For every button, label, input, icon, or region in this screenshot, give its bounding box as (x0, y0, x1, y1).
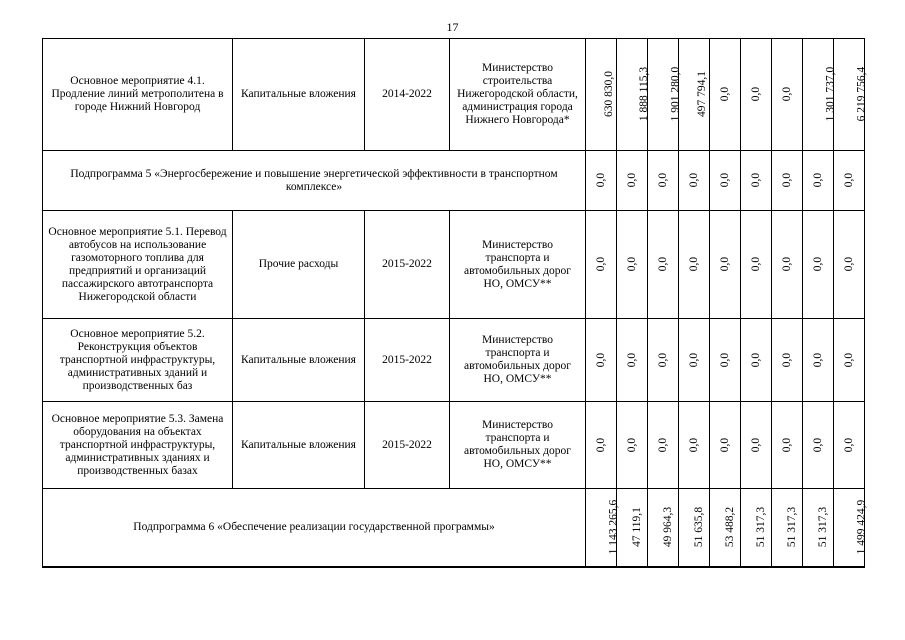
expense-type: Капитальные вложения (233, 319, 365, 402)
table-row (43, 39, 865, 151)
value: 0,0 (750, 437, 762, 452)
value-cell (586, 211, 617, 319)
value-cell (586, 402, 617, 489)
executor: Министерство транспорта и автомобильных дорог НО, ОМСУ** (450, 319, 586, 402)
value-cell (648, 319, 679, 402)
value: 0,0 (657, 172, 669, 188)
value-cell (834, 151, 865, 211)
value-cell (710, 319, 741, 402)
activity-title: Основное мероприятие 5.1. Перевод автобусов на использование газомоторного топлива для предприятий и организаций пассажирского автотранспорта Нижегородской области (43, 211, 233, 319)
value-cell (772, 489, 803, 567)
value-cell (741, 211, 772, 319)
value-cell (617, 402, 648, 489)
value: 497 794,1 (696, 71, 708, 117)
table-row (43, 489, 865, 567)
value-cell (617, 151, 648, 211)
value-cell (741, 319, 772, 402)
value: 0,0 (812, 172, 824, 188)
value: 0,0 (843, 352, 855, 367)
value: 0,0 (626, 437, 638, 452)
period: 2015-2022 (365, 319, 450, 402)
value-cell (803, 151, 834, 211)
value-cell (648, 211, 679, 319)
value-cell (617, 319, 648, 402)
expense-type: Прочие расходы (233, 211, 365, 319)
period: 2015-2022 (365, 402, 450, 489)
value-cell (803, 211, 834, 319)
expense-type: Капитальные вложения (233, 39, 365, 151)
value-cell (586, 39, 617, 151)
value-cell (803, 402, 834, 489)
value: 1 301 737,0 (824, 66, 837, 122)
value-cell (710, 211, 741, 319)
table-row (43, 151, 865, 211)
value: 1 901 280,0 (669, 66, 682, 122)
value: 0,0 (719, 352, 731, 367)
value-cell (710, 151, 741, 211)
value: 0,0 (781, 86, 793, 102)
value: 0,0 (812, 352, 824, 367)
value-cell (679, 402, 710, 489)
value-cell (772, 151, 803, 211)
value: 0,0 (688, 437, 700, 452)
value-cell (741, 489, 772, 567)
value: 0,0 (843, 437, 855, 452)
subprogram-heading: Подпрограмма 6 «Обеспечение реализации государственной программы» (43, 489, 586, 567)
value-cell (741, 39, 772, 151)
value: 0,0 (688, 352, 700, 367)
value: 0,0 (688, 256, 700, 272)
period: 2015-2022 (365, 211, 450, 319)
value: 0,0 (781, 256, 793, 272)
value-cell (679, 39, 710, 151)
value: 0,0 (595, 352, 607, 367)
value: 0,0 (843, 256, 855, 272)
value-cell (772, 39, 803, 151)
value-cell (772, 211, 803, 319)
value-cell (679, 319, 710, 402)
activity-title: Основное мероприятие 4.1. Продление линий метрополитена в городе Нижний Новгород (43, 39, 233, 151)
value: 0,0 (719, 172, 731, 188)
budget-table (42, 38, 868, 568)
value-cell (772, 402, 803, 489)
value-cell (803, 319, 834, 402)
value-cell (741, 151, 772, 211)
value-cell (617, 39, 651, 151)
value-cell (772, 319, 803, 402)
value: 0,0 (781, 352, 793, 367)
value-cell (648, 489, 679, 567)
value: 0,0 (781, 172, 793, 188)
page-number: 17 (446, 20, 459, 34)
value: 0,0 (719, 256, 731, 272)
value: 0,0 (657, 352, 669, 367)
value: 0,0 (688, 172, 700, 188)
value: 630 830,0 (603, 71, 615, 117)
value-cell (586, 319, 617, 402)
value: 0,0 (595, 172, 607, 188)
table-row (43, 319, 865, 402)
executor: Министерство транспорта и автомобильных дорог НО, ОМСУ** (450, 402, 586, 489)
value: 6 219 756,4 (855, 66, 868, 122)
value: 51 635,8 (693, 506, 706, 547)
value-cell (834, 39, 868, 151)
executor: Министерство транспорта и автомобильных дорог НО, ОМСУ** (450, 211, 586, 319)
value-cell (586, 489, 620, 567)
value-cell (617, 489, 648, 567)
value-cell (741, 402, 772, 489)
value: 0,0 (843, 172, 855, 188)
value-cell (834, 211, 865, 319)
value-cell (648, 39, 682, 151)
value: 0,0 (657, 256, 669, 272)
value: 0,0 (750, 256, 762, 272)
value-cell (710, 489, 741, 567)
value: 0,0 (626, 352, 638, 367)
value: 53 488,2 (724, 506, 737, 547)
value-cell (834, 489, 868, 567)
value: 0,0 (781, 437, 793, 452)
value: 0,0 (657, 437, 669, 452)
value: 51 317,3 (755, 506, 768, 547)
value: 49 964,3 (662, 506, 675, 547)
value-cell (679, 211, 710, 319)
value: 0,0 (626, 256, 638, 272)
value-cell (679, 489, 710, 567)
value-cell (648, 402, 679, 489)
value-cell (803, 489, 834, 567)
value: 0,0 (595, 256, 607, 272)
value: 51 317,3 (817, 506, 830, 547)
value-cell (834, 319, 865, 402)
value-cell (617, 211, 648, 319)
activity-title: Основное мероприятие 5.2. Реконструкция объектов транспортной инфраструктуры, административных зданий и производственных баз (43, 319, 233, 402)
value-cell (586, 151, 617, 211)
value-cell (648, 151, 679, 211)
value: 51 317,3 (786, 506, 799, 547)
value: 0,0 (719, 86, 731, 102)
value: 0,0 (750, 86, 762, 102)
value-cell (834, 402, 865, 489)
value-cell (803, 39, 837, 151)
executor: Министерство строительства Нижегородской области, администрация города Нижнего Новгорода* (450, 39, 586, 151)
value: 1 499 424,9 (855, 499, 868, 555)
value: 0,0 (595, 437, 607, 452)
period: 2014-2022 (365, 39, 450, 151)
activity-title: Основное мероприятие 5.3. Замена оборудования на объектах транспортной инфраструктуры, административных зданиях и производственных базах (43, 402, 233, 489)
subprogram-heading: Подпрограмма 5 «Энергосбережение и повышение энергетической эффективности в транспортном комплексе» (43, 151, 586, 211)
value: 0,0 (812, 437, 824, 452)
value: 0,0 (626, 172, 638, 188)
table-row (43, 211, 865, 319)
value: 1 143 265,6 (607, 499, 620, 555)
value-cell (710, 39, 741, 151)
value: 1 888 115,3 (638, 66, 651, 122)
value: 0,0 (750, 172, 762, 188)
value: 47 119,1 (630, 506, 643, 547)
value: 0,0 (812, 256, 824, 272)
value-cell (679, 151, 710, 211)
value-cell (710, 402, 741, 489)
table-row (43, 402, 865, 489)
value: 0,0 (750, 352, 762, 367)
value: 0,0 (719, 437, 731, 452)
expense-type: Капитальные вложения (233, 402, 365, 489)
